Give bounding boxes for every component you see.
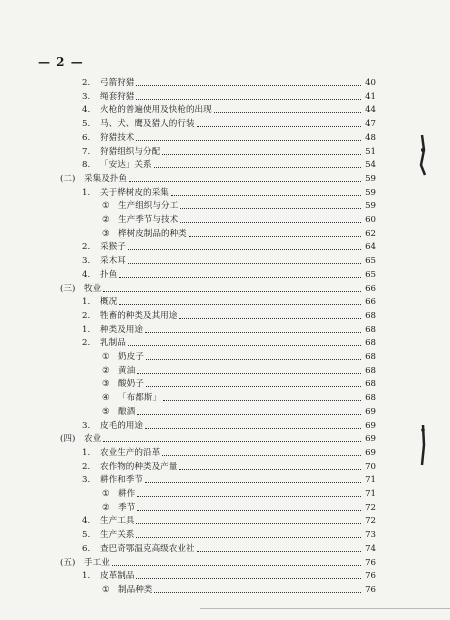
dot-leader: [112, 565, 361, 566]
toc-entry[interactable]: [82, 187, 376, 199]
toc-entry-page: 68: [365, 379, 376, 390]
page-number: — 2 —: [38, 55, 84, 69]
toc-entry-page: 69: [365, 434, 376, 445]
toc-entry-page: 69: [365, 420, 376, 431]
toc-entry-number: 4.: [82, 516, 91, 527]
toc-entry-number: 2.: [82, 78, 91, 88]
toc-entry-page: 68: [365, 338, 376, 349]
dot-leader: [179, 469, 361, 470]
toc-entry-title: 制品种类: [118, 584, 153, 595]
toc-entry[interactable]: [82, 420, 376, 432]
toc-entry-title: 生产工具: [100, 516, 135, 527]
toc-entry-page: 70: [365, 461, 376, 472]
toc-entry-title: 农作物的种类及产量: [100, 461, 178, 472]
toc-entry-title: 扑鱼: [100, 269, 118, 280]
toc-entry-title: 奶皮子: [118, 352, 144, 362]
dot-leader: [128, 263, 361, 264]
toc-entry-title: 农业生产的沿革: [100, 447, 161, 458]
toc-entry-number: ②: [102, 502, 110, 513]
toc-entry-title: 酸奶子: [118, 379, 144, 390]
dot-leader: [103, 291, 361, 292]
toc-entry[interactable]: [82, 241, 376, 253]
toc-entry-number: 1.: [82, 447, 91, 458]
toc-entry[interactable]: [82, 461, 376, 473]
toc-entry-number: 1.: [82, 571, 91, 582]
toc-entry-title: 牧业: [84, 283, 102, 294]
toc-entry-number: ②: [102, 215, 110, 225]
toc-entry[interactable]: [82, 515, 376, 527]
toc-entry-page: 59: [365, 187, 376, 198]
toc-entry-number: ①: [102, 489, 110, 499]
dot-leader: [145, 332, 361, 333]
toc-entry-title: 牲畜的种类及其用途: [100, 310, 178, 321]
toc-entry-title: 采木耳: [100, 256, 126, 267]
toc-entry-number: 7.: [82, 146, 91, 157]
dot-leader: [180, 208, 361, 209]
binding-marks: [410, 0, 450, 620]
toc-entry-title: 手工业: [84, 557, 110, 568]
toc-entry-number: 2.: [82, 242, 91, 253]
toc-entry-page: 41: [365, 91, 376, 102]
bottom-edge-line: [200, 608, 450, 609]
dot-leader: [189, 236, 361, 237]
dot-leader: [136, 99, 361, 100]
toc-entry-page: 66: [365, 297, 376, 308]
dot-leader: [119, 277, 361, 278]
dot-leader: [162, 154, 361, 155]
toc-entry-title: 狩猎技术: [100, 132, 135, 143]
toc-entry[interactable]: [60, 283, 376, 295]
toc-entry-number: ①: [102, 352, 110, 362]
toc-entry-page: 48: [365, 132, 376, 143]
toc-entry-page: 44: [365, 105, 376, 116]
toc-entry[interactable]: [82, 337, 376, 349]
toc-entry-title: 耕作和季节: [100, 475, 143, 486]
toc-entry-page: 47: [365, 119, 376, 130]
dot-leader: [136, 537, 361, 538]
toc-entry-title: 黄油: [118, 365, 136, 376]
toc-entry[interactable]: [60, 433, 376, 445]
toc-entry[interactable]: [82, 91, 376, 103]
toc-entry[interactable]: [102, 584, 376, 596]
toc-entry-number: 3.: [82, 475, 91, 486]
toc-entry[interactable]: [82, 474, 376, 486]
toc-entry-number: 2.: [82, 310, 91, 321]
toc-entry[interactable]: [82, 255, 376, 267]
toc-entry[interactable]: [102, 406, 376, 418]
toc-entry[interactable]: [82, 543, 376, 555]
dot-leader: [119, 304, 361, 305]
dot-leader: [163, 400, 361, 401]
toc-entry[interactable]: [82, 269, 376, 281]
toc-entry-number: 1.: [82, 297, 91, 308]
dot-leader: [136, 523, 361, 524]
toc-entry-title: 耕作: [118, 489, 136, 499]
toc-entry-number: 3.: [82, 256, 91, 267]
toc-entry-title: 关于桦树皮的采集: [100, 187, 169, 198]
toc-entry-number: ⑤: [102, 406, 110, 417]
toc-entry-page: 69: [365, 447, 376, 458]
toc-entry-page: 65: [365, 256, 376, 267]
toc-entry-page: 54: [365, 160, 376, 171]
toc-entry[interactable]: [82, 77, 376, 89]
toc-entry-page: 68: [365, 365, 376, 376]
dot-leader: [145, 428, 361, 429]
toc-entry-number: 4.: [82, 105, 91, 116]
dot-leader: [180, 222, 361, 223]
dot-leader: [197, 551, 361, 552]
toc-entry-number: (四): [60, 434, 76, 445]
toc-entry[interactable]: [102, 378, 376, 390]
toc-entry-title: 查巴奇鄂温克高级农业社: [100, 543, 195, 554]
toc-entry-title: 采集及扑鱼: [84, 173, 127, 184]
toc-entry-page: 68: [365, 393, 376, 404]
toc-entry[interactable]: [82, 132, 376, 144]
dot-leader: [214, 112, 361, 113]
toc-entry[interactable]: [82, 310, 376, 322]
toc-entry-title: 采猴子: [100, 242, 126, 253]
dot-leader: [171, 195, 361, 196]
toc-entry-title: 乳制品: [100, 338, 126, 349]
toc-entry-page: 64: [365, 242, 376, 253]
toc-entry-number: ①: [102, 584, 110, 595]
toc-entry-number: 1.: [82, 187, 91, 198]
toc-entry-title: 狩猎组织与分配: [100, 146, 161, 157]
toc-entry-number: ①: [102, 201, 110, 212]
toc-entry[interactable]: [102, 228, 376, 240]
toc-entry[interactable]: [102, 351, 376, 363]
toc-entry-page: 68: [365, 352, 376, 362]
toc-entry-number: 3.: [82, 91, 91, 102]
dot-leader: [162, 455, 361, 456]
toc-entry-title: 火枪的普遍使用及快枪的出现: [100, 105, 212, 116]
toc-entry-title: 种类及用途: [100, 324, 143, 335]
dot-leader: [103, 441, 361, 442]
toc-entry-page: 76: [365, 584, 376, 595]
toc-entry-page: 71: [365, 475, 376, 486]
toc-entry-number: 2.: [82, 338, 91, 349]
dot-leader: [137, 496, 361, 497]
toc-entry-page: 65: [365, 269, 376, 280]
toc-entry[interactable]: [102, 488, 376, 500]
toc-entry-title: 皮革制品: [100, 571, 135, 582]
toc-entry-title: 农业: [84, 434, 102, 445]
dot-leader: [136, 140, 361, 141]
toc-entry-title: 季节: [118, 502, 136, 513]
toc-entry-page: 73: [365, 530, 376, 541]
toc-entry-title: 皮毛的用途: [100, 420, 143, 431]
dot-leader: [129, 181, 361, 182]
toc-entry-number: 3.: [82, 420, 91, 431]
toc-entry-page: 72: [365, 516, 376, 527]
dot-leader: [137, 414, 361, 415]
dot-leader: [197, 126, 361, 127]
toc-entry-page: 74: [365, 543, 376, 554]
toc-entry-title: 绳套狩猎: [100, 91, 135, 102]
toc-entry-number: (二): [60, 173, 76, 184]
toc-entry[interactable]: [60, 557, 376, 569]
toc-entry-page: 68: [365, 310, 376, 321]
toc-entry[interactable]: [60, 173, 376, 185]
dot-leader: [146, 359, 361, 360]
toc-entry[interactable]: [102, 365, 376, 377]
toc-entry[interactable]: [82, 570, 376, 582]
toc-entry-page: 62: [365, 228, 376, 239]
toc-entry[interactable]: [82, 324, 376, 336]
toc-entry-title: 「布都斯」: [118, 393, 161, 404]
toc-entry-page: 68: [365, 324, 376, 335]
toc-entry[interactable]: [82, 146, 376, 158]
toc-entry-number: 8.: [82, 160, 91, 171]
toc-entry[interactable]: [82, 296, 376, 308]
toc-entry-number: 1.: [82, 324, 91, 335]
toc-entry-number: 5.: [82, 530, 91, 541]
toc-entry-page: 59: [365, 201, 376, 212]
toc-entry-number: 2.: [82, 461, 91, 472]
dot-leader: [128, 345, 361, 346]
toc-entry-page: 76: [365, 571, 376, 582]
toc-entry-number: ③: [102, 228, 110, 239]
toc-entry-number: ③: [102, 379, 110, 390]
dot-leader: [136, 578, 361, 579]
toc-entry[interactable]: [102, 392, 376, 404]
toc-entry-title: 桦树皮制品的种类: [118, 228, 187, 239]
toc-entry[interactable]: [82, 159, 376, 171]
toc-entry[interactable]: [82, 118, 376, 130]
toc-entry-title: 「安达」关系: [100, 160, 152, 171]
toc-entry-number: 4.: [82, 269, 91, 280]
dot-leader: [137, 373, 361, 374]
dot-leader: [137, 510, 361, 511]
dot-leader: [154, 592, 361, 593]
toc-entry[interactable]: [102, 200, 376, 212]
dot-leader: [179, 318, 361, 319]
toc-entry-number: 5.: [82, 119, 91, 130]
toc-entry-title: 概况: [100, 297, 118, 308]
toc-entry-number: 6.: [82, 132, 91, 143]
toc-entry-number: (五): [60, 557, 76, 568]
toc-entry-page: 66: [365, 283, 376, 294]
toc-entry[interactable]: [102, 214, 376, 226]
toc-entry-title: 生产季节与技术: [118, 215, 179, 225]
dot-leader: [154, 167, 361, 168]
dot-leader: [128, 249, 361, 250]
toc-entry-page: 71: [365, 489, 376, 499]
toc-entry[interactable]: [82, 529, 376, 541]
toc-entry-page: 40: [365, 78, 376, 88]
toc-entry[interactable]: [82, 447, 376, 459]
toc-entry-title: 弓箭狩猎: [100, 78, 135, 88]
toc-entry-title: 生产组织与分工: [118, 201, 179, 212]
toc-entry-page: 59: [365, 173, 376, 184]
toc-entry-page: 69: [365, 406, 376, 417]
toc-entry-page: 51: [365, 146, 376, 157]
dot-leader: [146, 386, 361, 387]
toc-entry-number: ④: [102, 393, 110, 404]
dot-leader: [136, 85, 361, 86]
toc-entry-number: 6.: [82, 543, 91, 554]
toc-entry-number: ②: [102, 365, 110, 376]
toc-entry-title: 马、犬、鹰及猎人的行装: [100, 119, 195, 130]
toc-entry[interactable]: [102, 502, 376, 514]
toc-entry-page: 60: [365, 215, 376, 225]
toc-entry-title: 生产关系: [100, 530, 135, 541]
toc-entry-title: 酿酒: [118, 406, 136, 417]
toc-entry-page: 76: [365, 557, 376, 568]
toc-entry[interactable]: [82, 104, 376, 116]
toc-entry-number: (三): [60, 283, 76, 294]
dot-leader: [145, 482, 361, 483]
toc-entry-page: 72: [365, 502, 376, 513]
